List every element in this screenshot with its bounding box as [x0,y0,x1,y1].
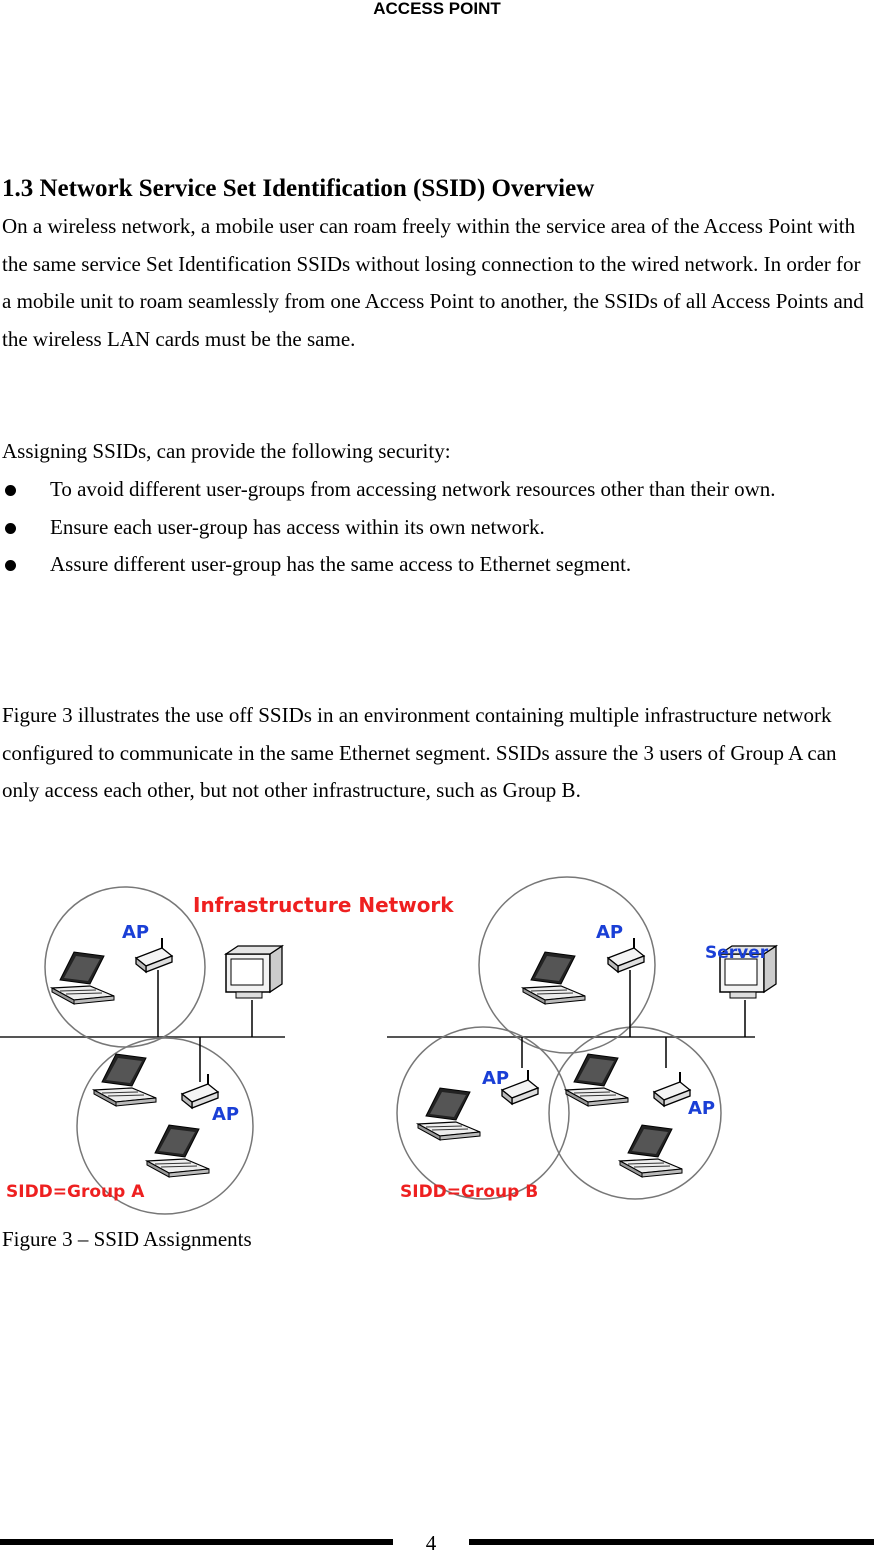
ap-label: AP [596,922,624,943]
footer-rule-left [0,1539,393,1545]
laptop-icon [94,1054,156,1106]
access-point-icon [654,1072,690,1106]
intro-paragraph: On a wireless network, a mobile user can roam freely within the service area of the Access Point with the same service Set Identification SSIDs without losing connection to the wired network. In order for a mobile unit to roam seamlessly from one Access Point to another, the SSIDs of all Access Points and the wireless LAN cards must be the same. [2,214,864,351]
section-title: 1.3 Network Service Set Identification (SSID) Overview [2,175,595,202]
coverage-circle [397,1027,569,1199]
access-point-icon [136,938,172,972]
figure-caption: Figure 3 – SSID Assignments [2,1227,252,1251]
group-b-label: SIDD=Group B [400,1182,539,1202]
running-header: ACCESS POINT [373,0,501,18]
ap-label: AP [122,922,150,943]
bullet-item: To avoid different user-groups from accessing network resources other than their own. [2,471,868,509]
bullet-item: Ensure each user-group has access within its own network. [2,509,868,547]
server-icon [226,946,282,998]
laptop-icon [566,1054,628,1106]
ssid-network-diagram [0,870,874,1215]
ap-label: AP [688,1098,716,1119]
ap-label: AP [212,1104,240,1125]
bullet-dot-icon [5,485,16,496]
page-number: 4 [425,1531,437,1555]
laptop-icon [147,1125,209,1177]
access-point-icon [608,938,644,972]
laptop-icon [523,952,585,1004]
bullet-dot-icon [5,523,16,534]
ap-label: AP [482,1068,510,1089]
security-bullet-list [2,471,868,584]
diagram-title: Infrastructure Network [193,893,454,917]
bullet-dot-icon [5,560,16,571]
footer-rule-right [469,1539,874,1545]
security-lead: Assigning SSIDs, can provide the following security: [2,439,451,463]
bullet-item: Assure different user-group has the same access to Ethernet segment. [2,546,868,584]
laptop-icon [418,1088,480,1140]
laptop-icon [52,952,114,1004]
figure-intro-paragraph: Figure 3 illustrates the use off SSIDs in an environment containing multiple infrastructure network configured to communicate in the same Ethernet segment. SSIDs assure the 3 users of Group A can only access each other, but not other infrastructure, such as Group B. [2,703,837,803]
laptop-icon [620,1125,682,1177]
group-a-label: SIDD=Group A [6,1182,145,1202]
server-label: Server [705,943,769,963]
